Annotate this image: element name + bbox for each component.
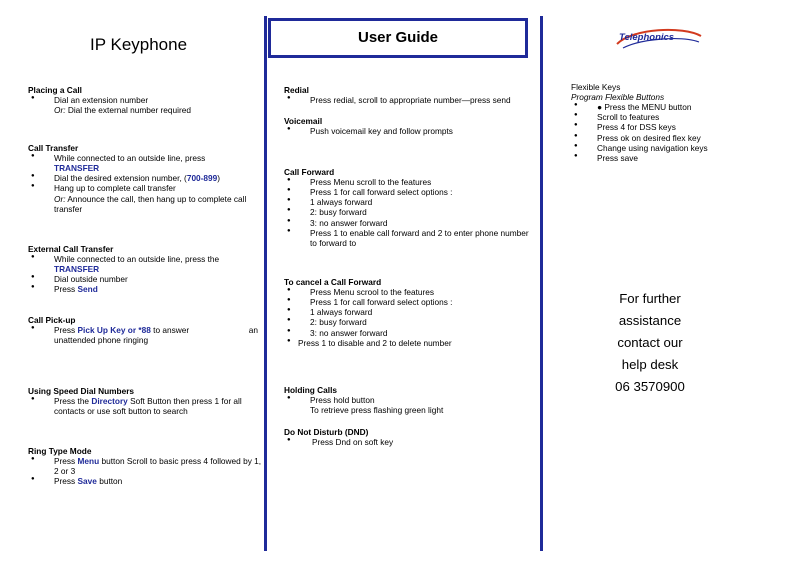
help-line: assistance <box>618 313 682 328</box>
dnd-heading: Do Not Disturb (DND) <box>284 427 369 437</box>
placing-heading: Placing a Call <box>28 85 82 95</box>
flex-item: ● Scroll to features <box>571 112 771 122</box>
section-holding-calls <box>284 385 534 415</box>
transfer-item: ● While connected to an outside line, press TRANSFER <box>28 153 260 173</box>
forward-item: ● Press 1 for call forward select options : <box>284 187 534 197</box>
section-voicemail <box>284 116 534 136</box>
ring-heading: Ring Type Mode <box>28 446 92 456</box>
forward-item: ● Press 1 to enable call forward and 2 to enter phone number to forward to <box>284 228 534 248</box>
section-call-forward <box>284 167 534 248</box>
forward-item: ● 1 always forward <box>284 197 534 207</box>
holding-heading: Holding Calls <box>284 385 338 395</box>
forward-item: ● 2: busy forward <box>284 207 534 217</box>
divider-left <box>264 16 267 551</box>
cancel-item: ● 2: busy forward <box>284 317 534 327</box>
speed-item: ● Press the Directory Soft Button then press 1 for all contacts or use soft button to search <box>28 396 260 416</box>
pickup-item: ● Press Pick Up Key or *88 to answer an unattended phone ringing <box>28 325 260 345</box>
forward-item: ● 3: no answer forward <box>284 218 534 228</box>
ring-item: ● Press Save button <box>28 476 264 486</box>
help-line: help desk <box>621 357 679 372</box>
placing-item: ● Dial an extension number Or: Dial the external number required <box>28 95 260 115</box>
section-call-pickup <box>28 315 260 345</box>
pickup-heading: Call Pick-up <box>28 315 76 325</box>
voicemail-item: ● Push voicemail key and follow prompts <box>284 126 534 136</box>
cancel-item: ● Press 1 for call forward select options : <box>284 297 534 307</box>
external-heading: External Call Transfer <box>28 244 114 254</box>
help-phone: 06 3570900 <box>615 379 685 394</box>
transfer-item: ● Dial the desired extension number, (700-899) <box>28 173 260 183</box>
logo-text: Telephonics <box>619 32 675 43</box>
external-item: ● While connected to an outside line, press the TRANSFER <box>28 254 260 274</box>
redial-item: ● Press redial, scroll to appropriate number—press send <box>284 95 534 105</box>
ring-item: ● Press Menu button Scroll to basic press 4 followed by 1, 2 or 3 <box>28 456 264 476</box>
section-external-transfer <box>28 244 260 295</box>
redial-heading: Redial <box>284 85 309 95</box>
section-speed-dial <box>28 386 260 416</box>
cancel-last-item: ● Press 1 to disable and 2 to delete number <box>287 337 452 348</box>
speed-heading: Using Speed Dial Numbers <box>28 386 135 396</box>
section-cancel-forward <box>284 277 534 348</box>
user-guide-box <box>268 18 528 58</box>
flex-subtitle: Program Flexible Buttons <box>571 92 665 103</box>
flex-item: ● ● Press the MENU button <box>571 102 771 112</box>
user-guide-title: User Guide <box>357 29 439 46</box>
flex-item: ● Change using navigation keys <box>571 143 771 153</box>
flex-item: ● Press 4 for DSS keys <box>571 122 771 132</box>
telephonics-logo <box>613 24 705 54</box>
flex-item: ● Press ok on desired flex key <box>571 133 771 143</box>
cancel-item: ● 3: no answer forward <box>284 328 534 338</box>
section-call-transfer <box>28 143 260 214</box>
cancel-item: ● Press Menu scrool to the features <box>284 287 534 297</box>
page-title: IP Keyphone <box>90 35 188 54</box>
external-item: ● Dial outside number <box>28 274 260 284</box>
cancel-heading: To cancel a Call Forward <box>284 277 382 287</box>
cancel-item: ● 1 always forward <box>284 307 534 317</box>
help-line: contact our <box>617 335 683 350</box>
section-flexible-keys <box>571 82 771 163</box>
divider-right <box>540 16 543 551</box>
section-redial <box>284 85 534 105</box>
section-dnd <box>284 427 534 447</box>
transfer-item: ● Hang up to complete call transfer Or: Announce the call, then hang up to complete call transfer <box>28 183 260 213</box>
voicemail-heading: Voicemail <box>284 116 323 126</box>
external-item: ● Press Send <box>28 284 260 294</box>
flex-title: Flexible Keys <box>571 82 621 92</box>
section-ring-type <box>28 446 264 486</box>
forward-item: ● Press Menu scroll to the features <box>284 177 534 187</box>
transfer-heading: Call Transfer <box>28 143 79 153</box>
help-line: For further <box>619 291 681 306</box>
help-desk-block <box>585 288 715 398</box>
section-placing-call <box>28 85 260 115</box>
dnd-item: ● Press Dnd on soft key <box>284 437 534 447</box>
forward-heading: Call Forward <box>284 167 335 177</box>
flex-item: ● Press save <box>571 153 771 163</box>
holding-item: ● Press hold button To retrieve press flashing green light <box>284 395 534 415</box>
